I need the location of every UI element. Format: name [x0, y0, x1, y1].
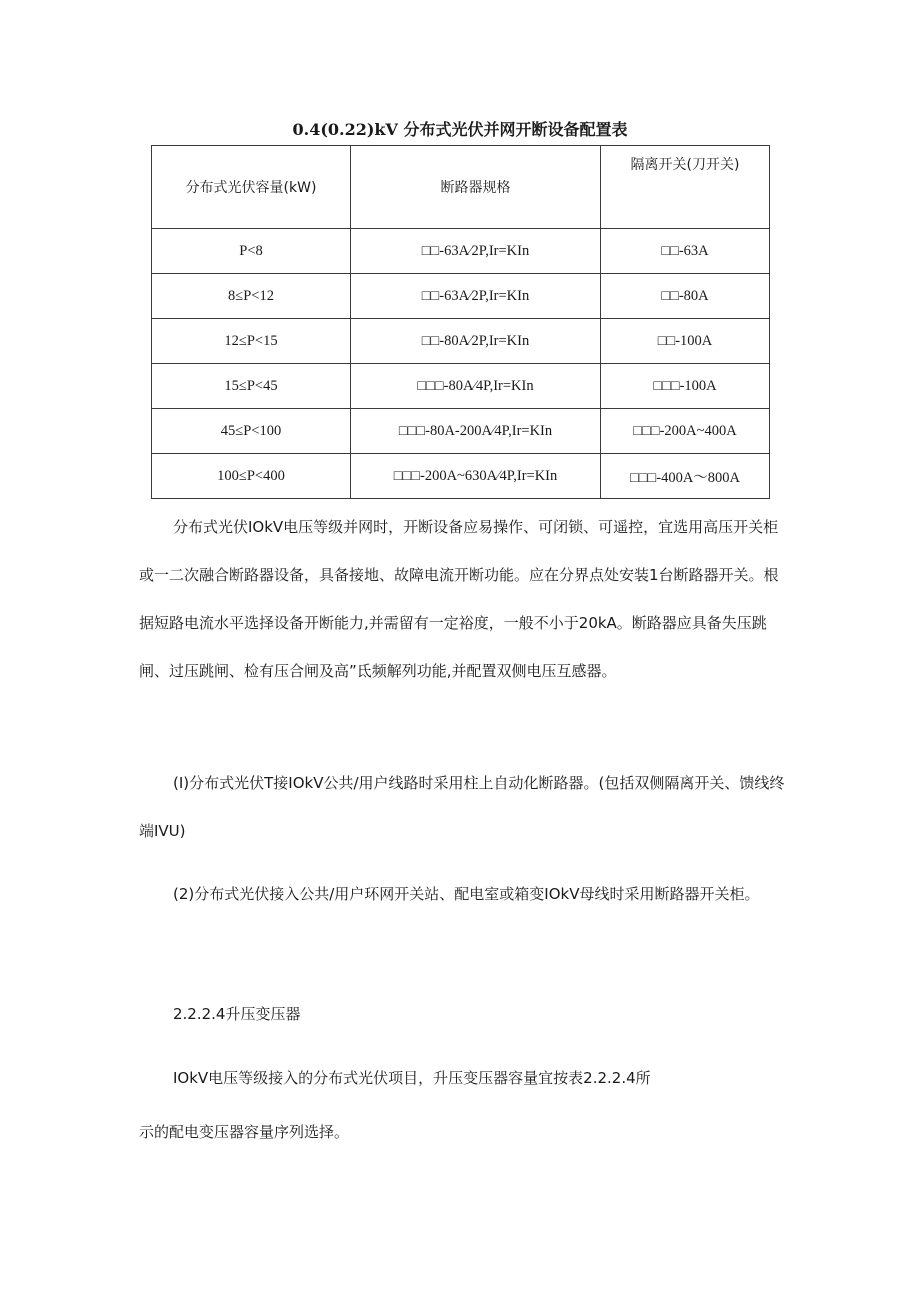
header-isolator: 隔离开关(刀开关): [601, 146, 770, 229]
table-row: [152, 409, 770, 454]
breaker-cell: □□□-200A~630A∕4P,Ir=KIn: [351, 454, 601, 499]
table-title: 0.4(0.22)kV 分布式光伏并网开断设备配置表: [292, 120, 628, 139]
table-row: [152, 454, 770, 499]
breaker-cell: □□-63A∕2P,Ir=KIn: [351, 274, 601, 319]
breaker-cell: □□□-80A-200A∕4P,Ir=KIn: [351, 409, 601, 454]
table-row: [152, 274, 770, 319]
header-capacity: 分布式光伏容量(kW): [152, 146, 351, 229]
paragraph-transformer-line-1: IOkV电压等级接入的分布式光伏项目，升压变压器容量宜按表2.2.2.4所: [173, 1069, 651, 1087]
breaker-cell: □□-63A∕2P,Ir=KIn: [351, 229, 601, 274]
breaker-cell: □□□-80A∕4P,Ir=KIn: [351, 364, 601, 409]
capacity-cell: 8≤P<12: [152, 274, 351, 319]
section-heading-step-up-transformer: 2.2.2.4升压变压器: [173, 1005, 301, 1023]
paragraph-switchgear-requirements: 分布式光伏IOkV电压等级并网时，开断设备应易操作、可闭锁、可遥控，宜选用高压开关柜或一二次融合断路器设备，具备接地、故障电流开断功能。应在分界点处安装1台断路器开关。根据短路电流水平选择设备开断能力,并需留有一定裕度，一般不小于20kA。断路器应具备失压跳闸、过压跳闸、检有压合闸及高”氐频解列功能,并配置双侧电压互感器。: [139, 518, 779, 680]
paragraph-transformer-line-2: 示的配电变压器容量序列选择。: [139, 1123, 350, 1141]
table-row: [152, 364, 770, 409]
table-row: [152, 229, 770, 274]
isolator-cell: □□□-400A～800A: [601, 454, 770, 499]
isolator-cell: □□-100A: [601, 319, 770, 364]
isolator-cell: □□□-200A~400A: [601, 409, 770, 454]
breaker-config-table: [151, 145, 770, 499]
paragraph-item-2: (2)分布式光伏接入公共/用户环网开关站、配电室或箱变IOkV母线时采用断路器开关柜。: [173, 885, 760, 903]
isolator-cell: □□-63A: [601, 229, 770, 274]
table-header-row: [152, 146, 770, 229]
paragraph-item-1: (I)分布式光伏T接IOkV公共/用户线路时采用柱上自动化断路器。(包括双侧隔离开关、馈线终端IVU): [139, 774, 785, 840]
capacity-cell: 100≤P<400: [152, 454, 351, 499]
capacity-cell: 15≤P<45: [152, 364, 351, 409]
isolator-cell: □□-80A: [601, 274, 770, 319]
breaker-cell: □□-80A∕2P,Ir=KIn: [351, 319, 601, 364]
capacity-cell: 45≤P<100: [152, 409, 351, 454]
isolator-cell: □□□-100A: [601, 364, 770, 409]
capacity-cell: P<8: [152, 229, 351, 274]
header-breaker-spec: 断路器规格: [351, 146, 601, 229]
capacity-cell: 12≤P<15: [152, 319, 351, 364]
table-row: [152, 319, 770, 364]
